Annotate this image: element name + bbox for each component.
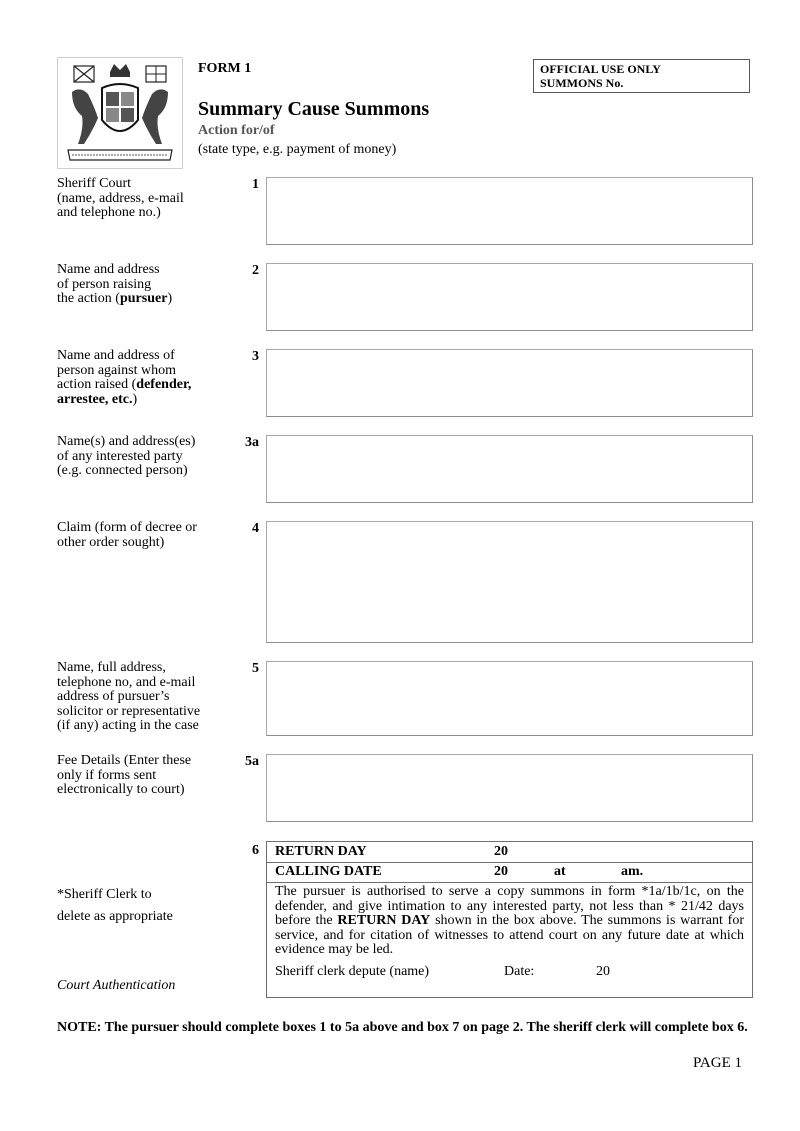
- field-label-claim: [57, 521, 227, 550]
- interested-party-input-box[interactable]: [266, 435, 753, 503]
- note-line: *Sheriff Clerk to: [57, 887, 152, 902]
- paragraph-text: shown in the box above. The summons is warrant for service, and for citation of witnesses to attend court on any future date at which evidence may be led.: [275, 913, 744, 958]
- label-text: the action (: [57, 291, 120, 306]
- field-label-sheriff-court: [57, 177, 227, 221]
- crest-icon: [58, 58, 182, 168]
- label-line: address of pursuer’s: [57, 689, 170, 704]
- sheriff-clerk-note: [57, 884, 173, 928]
- field-number-3: 3: [252, 349, 259, 364]
- field-label-pursuer: [57, 263, 227, 307]
- note-line: delete as appropriate: [57, 909, 173, 924]
- defender-input-box[interactable]: [266, 349, 753, 417]
- label-line: Name and address of: [57, 348, 175, 363]
- label-line: [57, 378, 227, 393]
- field-label-solicitor: [57, 661, 232, 735]
- sheriff-clerk-box: [266, 841, 753, 998]
- court-authentication-label: Court Authentication: [57, 978, 176, 993]
- label-line: and telephone no.): [57, 205, 161, 220]
- calling-date-row[interactable]: [267, 862, 752, 883]
- field-number-6: 6: [252, 843, 259, 858]
- fee-details-input-box[interactable]: [266, 754, 753, 822]
- label-text: ): [132, 391, 138, 407]
- label-line: of any interested party: [57, 448, 183, 464]
- clerk-depute-label: Sheriff clerk depute (name): [275, 964, 430, 979]
- return-day-year: 20: [494, 844, 508, 859]
- label-line: Sheriff Court: [57, 176, 132, 191]
- field-label-defender: [57, 349, 227, 407]
- label-line: [57, 292, 227, 307]
- label-line: (name, address, e-mail: [57, 190, 184, 206]
- label-line: Name(s) and address(es): [57, 434, 196, 449]
- page-title: Summary Cause Summons: [198, 98, 430, 120]
- footer-note: NOTE: The pursuer should complete boxes 1 to 5a above and box 7 on page 2. The sheriff clerk will complete box 6.: [57, 1020, 748, 1035]
- label-line: (e.g. connected person): [57, 463, 188, 478]
- claim-input-box[interactable]: [266, 521, 753, 643]
- royal-coat-of-arms-logo: [57, 57, 183, 169]
- label-line: Fee Details (Enter these: [57, 753, 192, 768]
- summons-number-label: SUMMONS No.: [540, 76, 624, 90]
- label-line: person against whom: [57, 362, 176, 378]
- label-line: (if any) acting in the case: [57, 718, 199, 733]
- sheriff-court-input-box[interactable]: [266, 177, 753, 245]
- label-line: only if forms sent: [57, 767, 157, 783]
- paragraph-bold-text: RETURN DAY: [337, 913, 431, 929]
- field-number-4: 4: [252, 521, 259, 536]
- field-number-3a: 3a: [245, 435, 259, 450]
- label-text: action raised (: [57, 377, 137, 392]
- field-number-1: 1: [252, 177, 259, 192]
- label-text: ): [167, 291, 173, 306]
- label-line: electronically to court): [57, 782, 185, 797]
- field-label-interested-party: [57, 435, 227, 479]
- label-line: other order sought): [57, 534, 165, 550]
- official-use-box: [533, 59, 750, 93]
- label-bold-text: pursuer: [119, 291, 168, 306]
- page-number: PAGE 1: [692, 1055, 742, 1071]
- label-line: Name and address: [57, 262, 160, 277]
- label-line: of person raising: [57, 276, 152, 292]
- return-day-row[interactable]: [267, 842, 752, 863]
- label-line: [57, 393, 227, 408]
- paragraph-text: The pursuer is authorised to serve a copy summons in form *1a/1b/1c, on the defender, and give intimation to any interested party, not less than * 21/42 days before the: [275, 884, 744, 929]
- form-number: FORM 1: [198, 61, 252, 76]
- pursuer-input-box[interactable]: [266, 263, 753, 331]
- authorisation-paragraph: [275, 885, 744, 958]
- label-bold-text: arrestee, etc.: [57, 391, 133, 407]
- label-line: solicitor or representative: [57, 703, 201, 719]
- field-label-fee-details: [57, 754, 227, 798]
- calling-date-label: CALLING DATE: [275, 864, 382, 879]
- solicitor-input-box[interactable]: [266, 661, 753, 736]
- calling-am-label: am.: [621, 864, 644, 879]
- date-year: 20: [596, 964, 610, 979]
- field-number-5: 5: [252, 661, 259, 676]
- return-day-label: RETURN DAY: [275, 844, 367, 859]
- official-use-label: OFFICIAL USE ONLY: [540, 62, 661, 76]
- date-label: Date:: [504, 964, 535, 979]
- action-subnote: (state type, e.g. payment of money): [198, 142, 397, 157]
- calling-date-year: 20: [494, 864, 508, 879]
- field-number-2: 2: [252, 263, 259, 278]
- label-bold-text: defender,: [136, 377, 192, 392]
- action-subtitle: Action for/of: [198, 123, 275, 138]
- calling-at-label: at: [554, 864, 566, 879]
- label-line: telephone no, and e-mail: [57, 674, 196, 690]
- label-line: Name, full address,: [57, 661, 166, 675]
- field-number-5a: 5a: [245, 754, 259, 769]
- label-line: Claim (form of decree or: [57, 520, 197, 535]
